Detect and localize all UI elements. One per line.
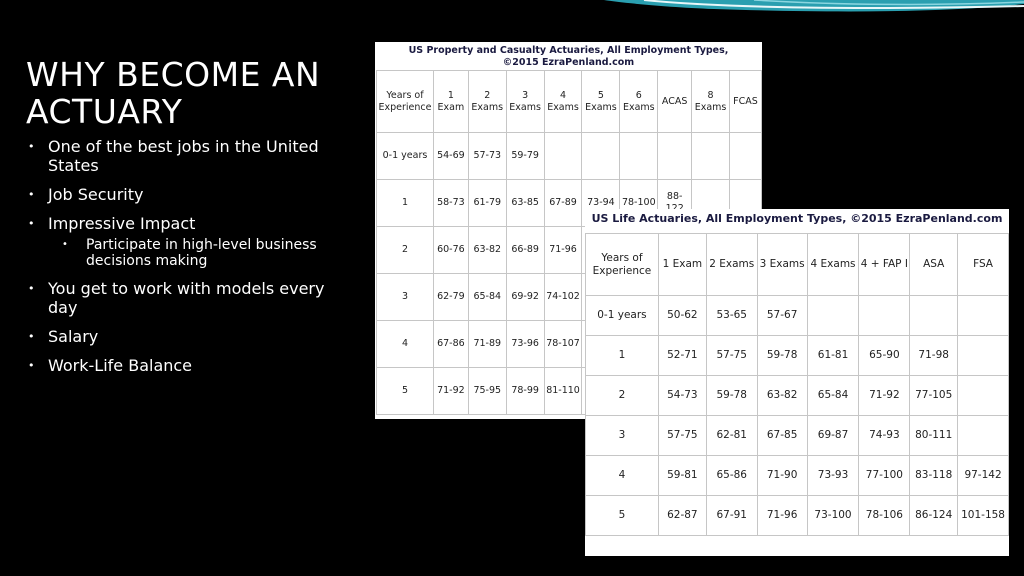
table-cell: 78-100 — [620, 180, 658, 227]
table-cell: 52-71 — [658, 336, 706, 376]
table-cell: 71-92 — [859, 376, 910, 416]
table-cell — [807, 296, 859, 336]
table-cell: 66-89 — [506, 227, 544, 274]
table-cell: 57-75 — [706, 336, 757, 376]
table-cell — [730, 133, 762, 180]
table-cell: 59-79 — [506, 133, 544, 180]
table-cell — [958, 336, 1009, 376]
column-header: 8 Exams — [692, 71, 730, 133]
table-cell: 53-65 — [706, 296, 757, 336]
table-cell — [620, 133, 658, 180]
table-cell: 65-84 — [468, 274, 506, 321]
table-cell: 71-96 — [544, 227, 582, 274]
table-cell: 4 — [377, 321, 434, 368]
column-header: 3 Exams — [506, 71, 544, 133]
bullet-list — [26, 137, 346, 385]
table-cell: 4 — [586, 456, 659, 496]
life-salary-table — [585, 233, 1009, 536]
table-cell: 62-81 — [706, 416, 757, 456]
table-cell: 60-76 — [433, 227, 468, 274]
table-header-row — [377, 71, 762, 133]
table-cell: 2 — [377, 227, 434, 274]
table-cell: 77-105 — [910, 376, 958, 416]
table-cell — [582, 133, 620, 180]
table-cell: 74-93 — [859, 416, 910, 456]
table-cell — [910, 296, 958, 336]
table-cell: 65-90 — [859, 336, 910, 376]
bullet-item — [26, 327, 346, 346]
table-cell: 101-158 — [958, 496, 1009, 536]
table-cell: 57-75 — [658, 416, 706, 456]
table-cell: 71-89 — [468, 321, 506, 368]
column-header: Years of Experience — [586, 234, 659, 296]
table-cell — [958, 296, 1009, 336]
column-header: 5 Exams — [582, 71, 620, 133]
table-cell: 69-92 — [506, 274, 544, 321]
table-cell: 59-78 — [757, 336, 807, 376]
table-cell — [958, 376, 1009, 416]
bullet-text: Work-Life Balance — [48, 356, 193, 375]
table-cell: 71-92 — [433, 368, 468, 415]
bullet-text: Job Security — [48, 185, 144, 204]
table-cell: 67-89 — [544, 180, 582, 227]
table-cell: 1 — [377, 180, 434, 227]
column-header: 2 Exams — [706, 234, 757, 296]
table-cell: 5 — [586, 496, 659, 536]
table-cell: 83-118 — [910, 456, 958, 496]
sub-bullet-item: • Participate in high-level business decisions making — [48, 237, 346, 269]
table-cell: 97-142 — [958, 456, 1009, 496]
table-cell: 59-81 — [658, 456, 706, 496]
table-cell: 0-1 years — [377, 133, 434, 180]
table-cell: 5 — [377, 368, 434, 415]
table-cell: 78-106 — [859, 496, 910, 536]
table-cell: 54-73 — [658, 376, 706, 416]
table-cell: 73-93 — [807, 456, 859, 496]
table-row — [586, 456, 1009, 496]
table-row — [586, 496, 1009, 536]
table-row — [586, 336, 1009, 376]
table-cell: 61-81 — [807, 336, 859, 376]
table-cell: 61-79 — [468, 180, 506, 227]
column-header: 3 Exams — [757, 234, 807, 296]
table-cell: 59-78 — [706, 376, 757, 416]
table-cell: 62-87 — [658, 496, 706, 536]
table-cell: 71-98 — [910, 336, 958, 376]
table-cell — [859, 296, 910, 336]
table-cell: 80-111 — [910, 416, 958, 456]
bullet-text: Salary — [48, 327, 99, 346]
table-cell: 88- — [658, 180, 692, 227]
table-cell: 69-87 — [807, 416, 859, 456]
table-cell: 63-82 — [757, 376, 807, 416]
table-cell: 67-85 — [757, 416, 807, 456]
table-cell — [958, 416, 1009, 456]
table-cell: 77-100 — [859, 456, 910, 496]
sub-bullet-list — [48, 237, 346, 269]
decorative-swoosh — [604, 0, 1024, 20]
bullet-text: One of the best jobs in the United States — [48, 137, 319, 175]
table-cell: 75-95 — [468, 368, 506, 415]
bullet-item — [26, 356, 346, 375]
column-header: ACAS — [658, 71, 692, 133]
table-cell: 63-82 — [468, 227, 506, 274]
column-header: 4 Exams — [807, 234, 859, 296]
table-cell: 73-96 — [506, 321, 544, 368]
column-header: 6 Exams — [620, 71, 658, 133]
table-cell: 3 — [377, 274, 434, 321]
table-cell: 54-69 — [433, 133, 468, 180]
column-header: 1 Exam — [658, 234, 706, 296]
column-header: 4 + FAP I — [859, 234, 910, 296]
table-cell: 57-67 — [757, 296, 807, 336]
table-cell: 71-96 — [757, 496, 807, 536]
table-header-row — [586, 234, 1009, 296]
table-cell: 73-94 — [582, 180, 620, 227]
table-cell: 62-79 — [433, 274, 468, 321]
table-cell: 57-73 — [468, 133, 506, 180]
life-salary-table-image — [585, 209, 1009, 556]
bullet-item — [26, 214, 346, 269]
table-cell: 86-124 — [910, 496, 958, 536]
column-header: FSA — [958, 234, 1009, 296]
table-cell: 58-73 — [433, 180, 468, 227]
pc-table-caption: US Property and Casualty Actuaries, All Employment Types, ©2015 EzraPenland.com — [408, 45, 729, 68]
column-header: 2 Exams — [468, 71, 506, 133]
column-header: 4 Exams — [544, 71, 582, 133]
column-header: ASA — [910, 234, 958, 296]
table-cell: 81-110 — [544, 368, 582, 415]
table-cell: 67-86 — [433, 321, 468, 368]
bullet-item — [26, 185, 346, 204]
table-cell: 50-62 — [658, 296, 706, 336]
column-header: Years of Experience — [377, 71, 434, 133]
life-table-caption: US Life Actuaries, All Employment Types, ©2015 EzraPenland.com — [591, 212, 1003, 225]
table-row — [586, 416, 1009, 456]
slide-title: WHY BECOME AN ACTUARY — [26, 55, 321, 131]
table-cell: 2 — [586, 376, 659, 416]
table-cell: 73-100 — [807, 496, 859, 536]
table-cell — [544, 133, 582, 180]
bullet-item — [26, 137, 346, 175]
bullet-item — [26, 279, 346, 317]
table-cell: 74-102 — [544, 274, 582, 321]
table-row — [586, 376, 1009, 416]
table-cell: 65-86 — [706, 456, 757, 496]
table-cell: 3 — [586, 416, 659, 456]
table-cell: 78-107 — [544, 321, 582, 368]
table-row — [377, 133, 762, 180]
bullet-text: You get to work with models every day — [48, 279, 325, 317]
table-cell: 1 — [586, 336, 659, 376]
table-cell: 71-90 — [757, 456, 807, 496]
table-cell: 0-1 years — [586, 296, 659, 336]
table-cell — [692, 133, 730, 180]
table-cell — [658, 133, 692, 180]
table-cell: 65-84 — [807, 376, 859, 416]
table-cell: 63-85 — [506, 180, 544, 227]
column-header: FCAS — [730, 71, 762, 133]
table-row — [586, 296, 1009, 336]
bullet-text: Impressive Impact — [48, 214, 196, 233]
column-header: 1 Exam — [433, 71, 468, 133]
table-cell: 67-91 — [706, 496, 757, 536]
table-cell: 78-99 — [506, 368, 544, 415]
